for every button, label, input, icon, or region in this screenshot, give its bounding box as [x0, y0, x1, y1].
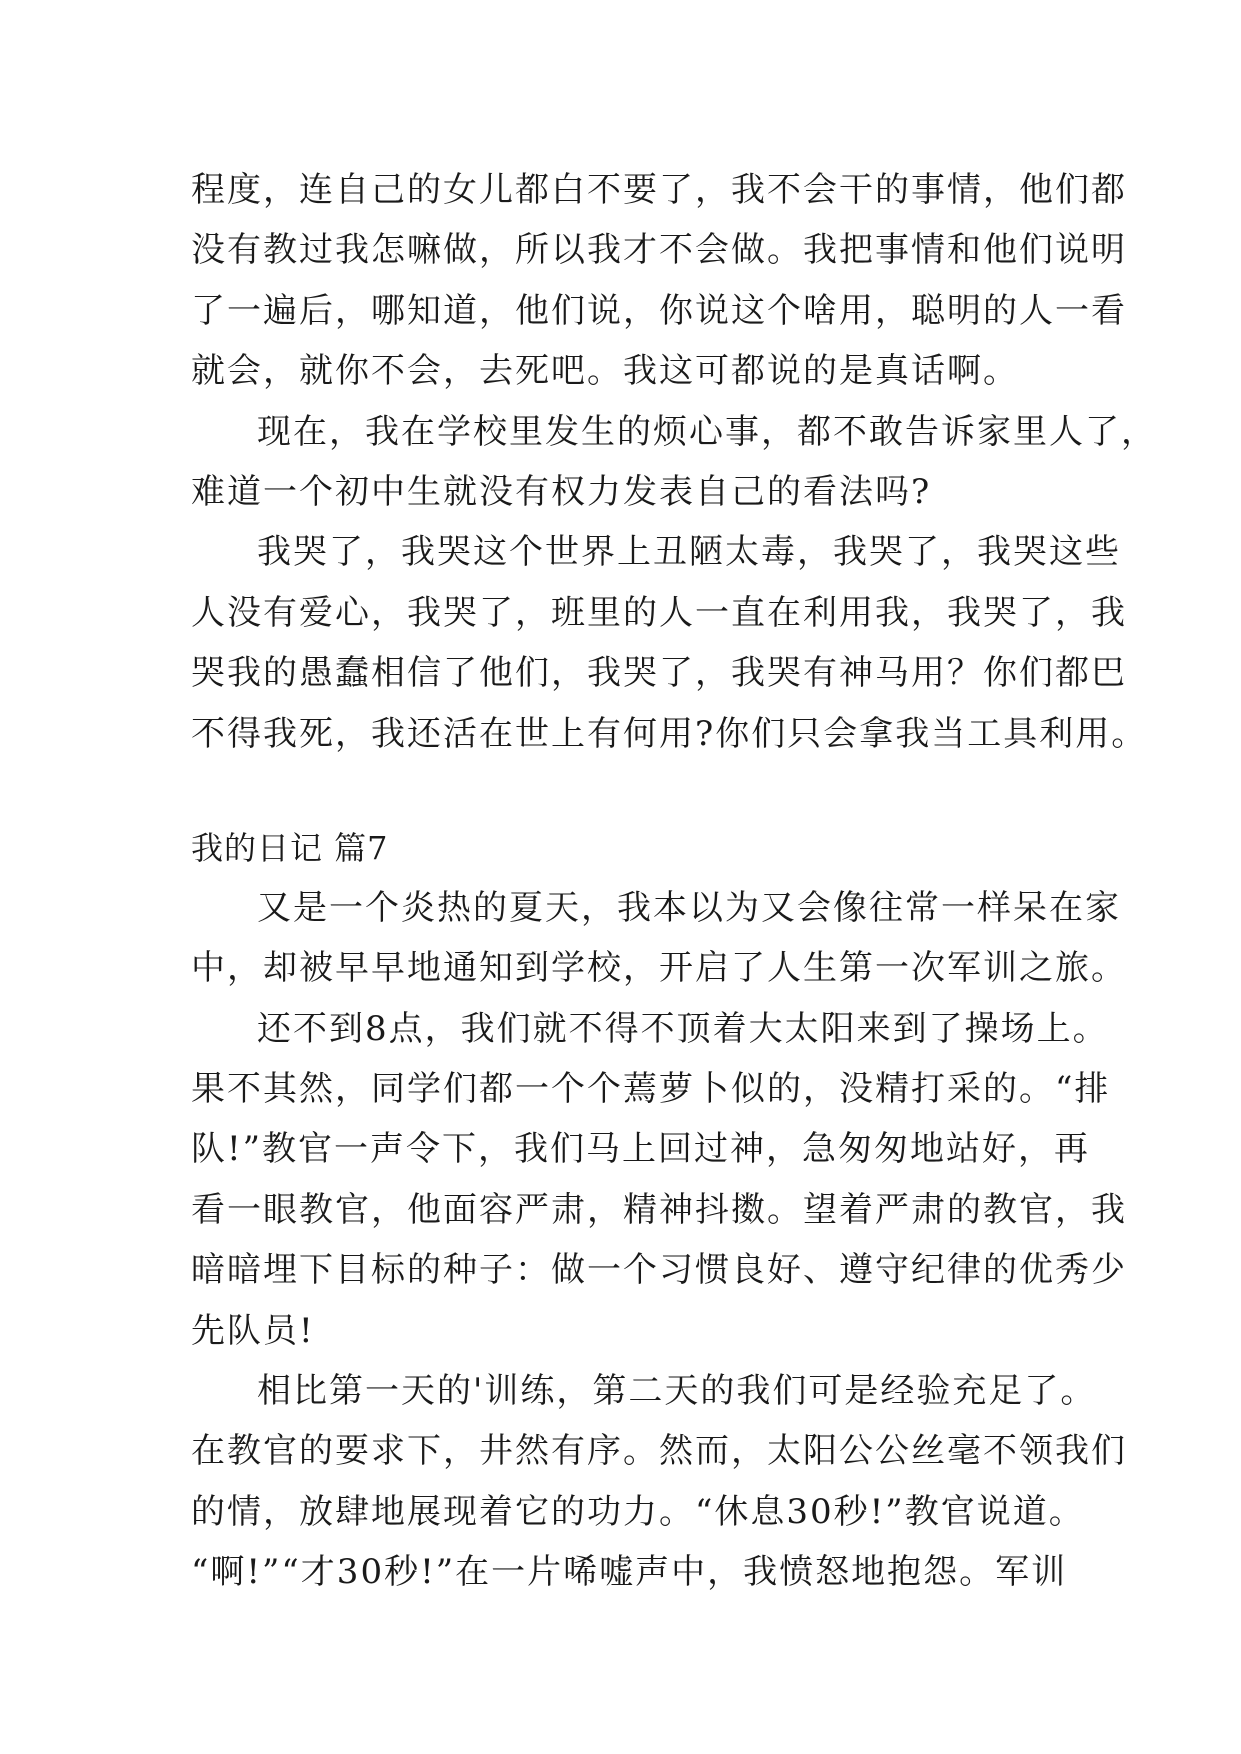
paragraph-line: 队!”教官一声令下，我们马上回过神，急匆匆地站好，再 — [191, 1129, 1091, 1170]
paragraph-line: 没有教过我怎嘛做，所以我才不会做。我把事情和他们说明 — [191, 230, 1127, 271]
paragraph-line: “啊!”“才30秒!”在一片唏嘘声中，我愤怒地抱怨。军训 — [191, 1552, 1068, 1593]
paragraph-line: 又是一个炎热的夏天，我本以为又会像往常一样呆在家 — [257, 887, 1121, 928]
paragraph-line: 中，却被早早地通知到学校，开启了人生第一次军训之旅。 — [191, 948, 1127, 989]
paragraph-line: 还不到8点，我们就不得不顶着大太阳来到了操场上。 — [257, 1008, 1109, 1049]
paragraph-line: 程度，连自己的女儿都白不要了，我不会干的事情，他们都 — [191, 170, 1127, 210]
paragraph-line: 难道一个初中生就没有权力发表自己的看法吗? — [191, 471, 932, 512]
paragraph-line: 就会，就你不会，去死吧。我这可都说的是真话啊。 — [191, 351, 1019, 392]
paragraph-line: 不得我死，我还活在世上有何用?你们只会拿我当工具利用。 — [191, 713, 1148, 754]
paragraph-line: 先队员! — [191, 1310, 315, 1351]
paragraph-line: 人没有爱心，我哭了，班里的人一直在利用我，我哭了，我 — [191, 592, 1127, 633]
section-spacer — [191, 764, 1061, 818]
document-body — [191, 160, 1157, 1603]
paragraph-line: 哭我的愚蠢相信了他们，我哭了，我哭有神马用？你们都巴 — [191, 653, 1127, 694]
paragraph-line: 果不其然，同学们都一个个蔫萝卜似的，没精打采的。“排 — [191, 1069, 1111, 1110]
paragraph-line: 暗暗埋下目标的种子：做一个习惯良好、遵守纪律的优秀少 — [191, 1250, 1127, 1291]
paragraph-line: 在教官的要求下，井然有序。然而，太阳公公丝毫不领我们 — [191, 1431, 1127, 1472]
section-heading: 我的日记 篇7 — [191, 828, 389, 867]
paragraph-line: 了一遍后，哪知道，他们说，你说这个啥用，聪明的人一看 — [191, 290, 1127, 331]
paragraph-line: 现在，我在学校里发生的烦心事，都不敢告诉家里人了， — [257, 411, 1157, 452]
paragraph-line: 看一眼教官，他面容严肃，精神抖擞。望着严肃的教官，我 — [191, 1189, 1127, 1230]
paragraph-line: 我哭了，我哭这个世界上丑陋太毒，我哭了，我哭这些 — [257, 532, 1121, 573]
paragraph-line: 相比第一天的'训练，第二天的我们可是经验充足了。 — [257, 1371, 1097, 1412]
paragraph-line: 的情，放肆地展现着它的功力。“休息30秒!”教官说道。 — [191, 1491, 1085, 1532]
